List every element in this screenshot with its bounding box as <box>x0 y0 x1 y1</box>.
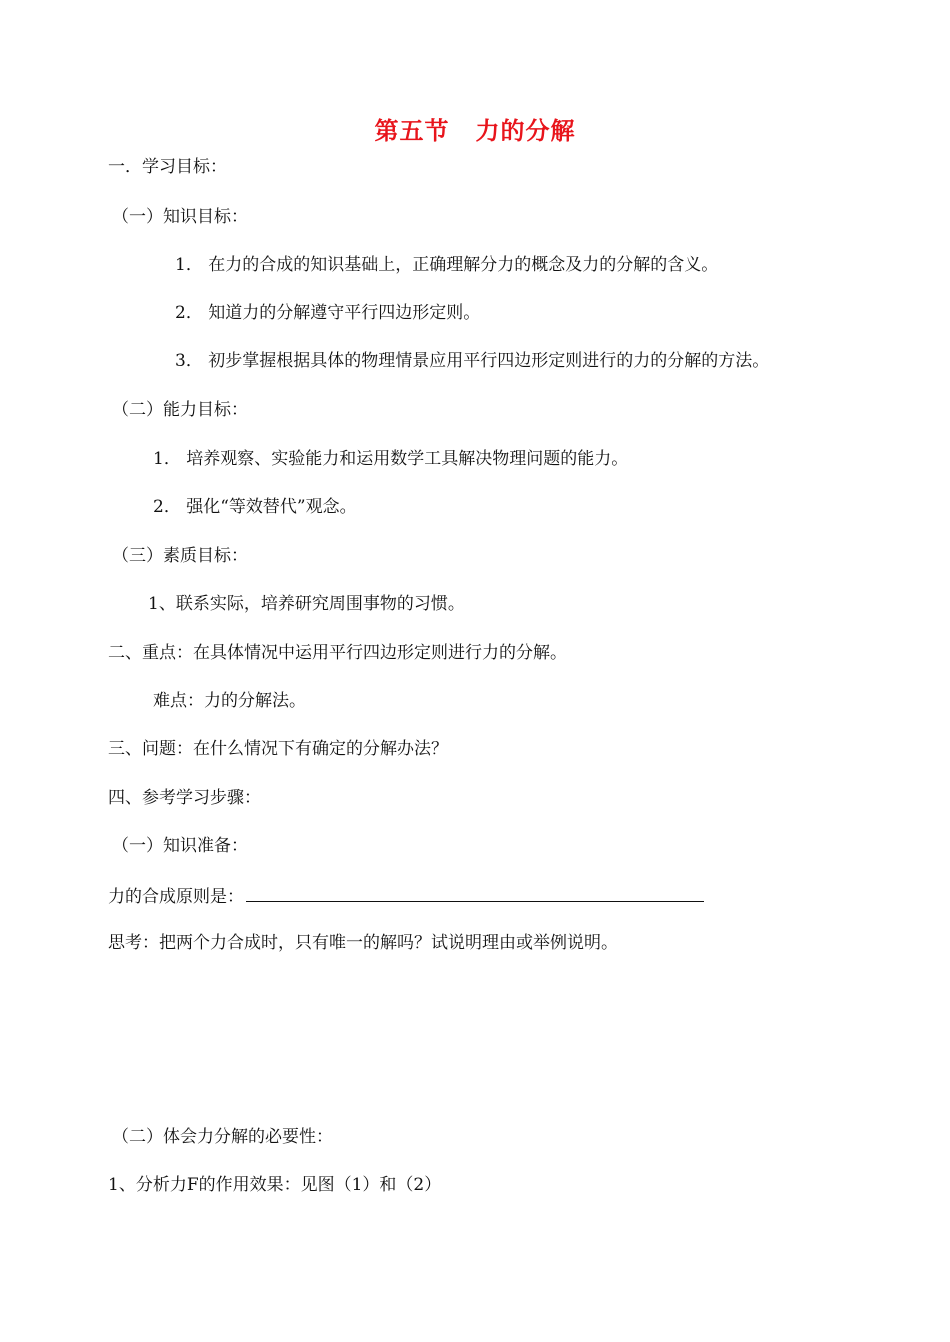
quality-goals-heading: （三）素质目标： <box>112 546 248 566</box>
necessity-heading: （二）体会力分解的必要性： <box>112 1127 333 1147</box>
knowledge-goal-3: 3． 初步掌握根据具体的物理情景应用平行四边形定则进行的力的分解的方法。 <box>175 351 770 371</box>
preparation-heading: （一）知识准备： <box>112 836 248 856</box>
steps-heading: 四、参考学习步骤： <box>108 788 261 808</box>
think-question: 思考：把两个力合成时，只有唯一的解吗？试说明理由或举例说明。 <box>108 933 618 953</box>
ability-goals-heading: （二）能力目标： <box>112 400 248 420</box>
answer-blank[interactable] <box>246 883 704 902</box>
composition-principle-line <box>108 883 704 909</box>
composition-principle-label: 力的合成原则是： <box>108 887 244 907</box>
title-section-number: 第五节 <box>374 117 450 145</box>
knowledge-goal-2: 2． 知道力的分解遵守平行四边形定则。 <box>175 303 481 323</box>
ability-goal-1: 1． 培养观察、实验能力和运用数学工具解决物理问题的能力。 <box>153 449 629 469</box>
key-point: 二、重点：在具体情况中运用平行四边形定则进行力的分解。 <box>108 643 567 663</box>
difficult-point: 难点：力的分解法。 <box>153 691 306 711</box>
section-1-heading: 一．学习目标： <box>108 157 227 177</box>
page-title <box>0 114 950 148</box>
title-topic: 力的分解 <box>475 117 576 145</box>
question: 三、问题：在什么情况下有确定的分解办法？ <box>108 739 448 759</box>
analysis-item-1: 1、分析力F的作用效果：见图（1）和（2） <box>108 1175 442 1195</box>
ability-goal-2: 2． 强化“等效替代”观念。 <box>153 497 357 517</box>
knowledge-goal-1: 1． 在力的合成的知识基础上，正确理解分力的概念及力的分解的含义。 <box>175 255 719 275</box>
knowledge-goals-heading: （一）知识目标： <box>112 207 248 227</box>
quality-goal-1: 1、联系实际，培养研究周围事物的习惯。 <box>148 594 465 614</box>
